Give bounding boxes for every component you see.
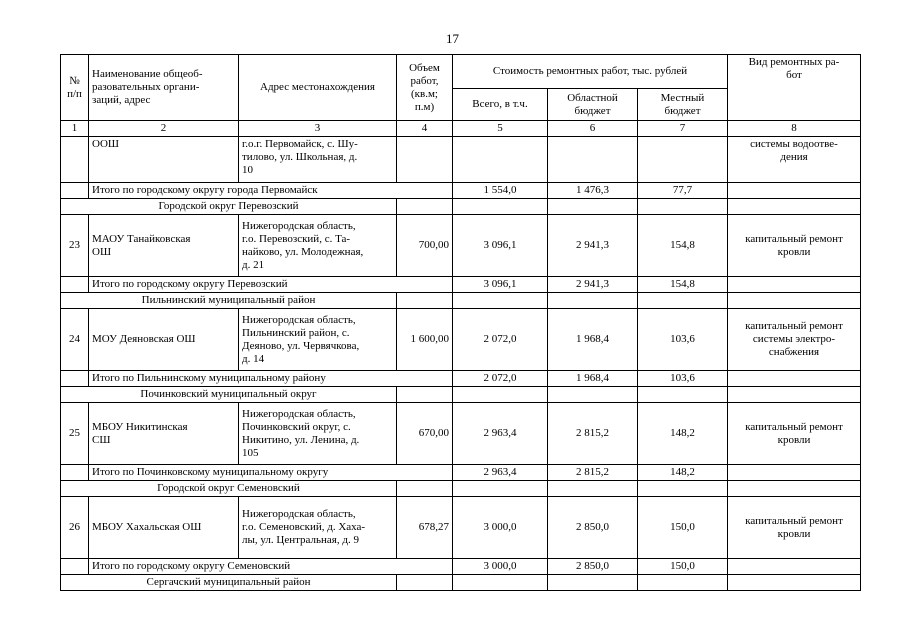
cost-local: 154,8 [638,215,728,277]
table-row [61,309,861,371]
subtotal-total: 1 554,0 [453,183,548,199]
cost-total: 2 963,4 [453,403,548,465]
row-number: 25 [61,403,89,465]
group-regional-cell [548,293,638,309]
subtotal-local: 150,0 [638,559,728,575]
group-local-cell [638,293,728,309]
group-total-cell [453,387,548,403]
table-row-oosh [61,137,861,183]
subtotal-local: 77,7 [638,183,728,199]
group-heading: Сергачский муниципальный район [61,575,397,591]
table-row [61,403,861,465]
header-regional: Областной бюджет [548,89,638,121]
group-heading-row [61,387,861,403]
group-heading: Починковский муниципальный округ [61,387,397,403]
repair-type: капитальный ремонт кровли [728,215,861,277]
school-address: Нижегородская область, Починковский округ, с. Никитино, ул. Ленина, д. 105 [239,403,397,465]
col-number-4: 4 [397,121,453,137]
cost-total: 3 096,1 [453,215,548,277]
subtotal-regional: 1 476,3 [548,183,638,199]
group-total-cell [453,481,548,497]
group-regional-cell [548,199,638,215]
repair-type: системы водоотве- дения [728,137,861,183]
school-address: Нижегородская область, г.о. Семеновский, д. Хаха- лы, ул. Центральная, д. 9 [239,497,397,559]
school-address: Нижегородская область, г.о. Перевозский, с. Та- найково, ул. Молодежная, д. 21 [239,215,397,277]
group-volume-cell [397,575,453,591]
subtotal-local: 154,8 [638,277,728,293]
group-type-cell [728,575,861,591]
group-local-cell [638,199,728,215]
group-volume-cell [397,481,453,497]
group-heading: Городской округ Перевозский [61,199,397,215]
subtotal-regional: 1 968,4 [548,371,638,387]
header-total: Всего, в т.ч. [453,89,548,121]
subtotal-type [728,465,861,481]
subtotal-label: Итого по городскому округу Перевозский [89,277,453,293]
cost-local: 103,6 [638,309,728,371]
repair-type: капитальный ремонт системы электро- снабжения [728,309,861,371]
subtotal-regional: 2 941,3 [548,277,638,293]
header-address: Адрес местонахождения [239,55,397,121]
subtotal-row [61,183,861,199]
subtotal-local: 103,6 [638,371,728,387]
total-cell [453,137,548,183]
subtotal-spacer [61,277,89,293]
group-heading-row [61,575,861,591]
header-name: Наименование общеоб- разовательных органи- заций, адрес [89,55,239,121]
page-number: 17 [446,31,459,46]
group-volume-cell [397,293,453,309]
work-volume: 678,27 [397,497,453,559]
group-heading-row [61,293,861,309]
group-local-cell [638,387,728,403]
group-regional-cell [548,575,638,591]
subtotal-total: 3 096,1 [453,277,548,293]
group-type-cell [728,199,861,215]
col-number-7: 7 [638,121,728,137]
subtotal-row [61,465,861,481]
group-heading: Пильнинский муниципальный район [61,293,397,309]
header-num: № п/п [61,55,89,121]
group-regional-cell [548,481,638,497]
subtotal-local: 148,2 [638,465,728,481]
col-number-5: 5 [453,121,548,137]
school-name: МАОУ Танайковская ОШ [89,215,239,277]
col-number-3: 3 [239,121,397,137]
group-total-cell [453,199,548,215]
group-local-cell [638,481,728,497]
row-number: 26 [61,497,89,559]
group-local-cell [638,575,728,591]
subtotal-type [728,559,861,575]
school-name: ООШ [89,137,239,183]
subtotal-regional: 2 815,2 [548,465,638,481]
header-local: Местный бюджет [638,89,728,121]
cost-regional: 2 815,2 [548,403,638,465]
cost-regional: 2 850,0 [548,497,638,559]
repair-cost-table [60,54,861,591]
subtotal-type [728,277,861,293]
subtotal-type [728,183,861,199]
cost-local: 148,2 [638,403,728,465]
regional-cell [548,137,638,183]
table-row [61,497,861,559]
group-type-cell [728,481,861,497]
group-heading-row [61,481,861,497]
subtotal-row [61,371,861,387]
cost-regional: 2 941,3 [548,215,638,277]
subtotal-row [61,277,861,293]
col-number-8: 8 [728,121,861,137]
subtotal-total: 2 072,0 [453,371,548,387]
local-cell [638,137,728,183]
group-type-cell [728,387,861,403]
header-row-1 [61,55,861,89]
repair-type: капитальный ремонт кровли [728,403,861,465]
group-heading-row [61,199,861,215]
subtotal-type [728,371,861,387]
row-number: 24 [61,309,89,371]
repair-type: капитальный ремонт кровли [728,497,861,559]
group-regional-cell [548,387,638,403]
subtotal-label: Итого по Починковскому муниципальному округу [89,465,453,481]
subtotal-total: 2 963,4 [453,465,548,481]
subtotal-spacer [61,183,89,199]
volume-cell [397,137,453,183]
header-cost: Стоимость ремонтных работ, тыс. рублей [453,55,728,89]
school-address: Нижегородская область, Пильнинский район, с. Деяново, ул. Червячкова, д. 14 [239,309,397,371]
num-cell [61,137,89,183]
cost-regional: 1 968,4 [548,309,638,371]
group-heading: Городской округ Семеновский [61,481,397,497]
subtotal-spacer [61,371,89,387]
group-volume-cell [397,387,453,403]
subtotal-spacer [61,465,89,481]
group-volume-cell [397,199,453,215]
school-name: МБОУ Никитинская СШ [89,403,239,465]
cost-total: 2 072,0 [453,309,548,371]
work-volume: 1 600,00 [397,309,453,371]
row-number: 23 [61,215,89,277]
cost-local: 150,0 [638,497,728,559]
header-volume: Объем работ, (кв.м; п.м) [397,55,453,121]
school-name: МОУ Деяновская ОШ [89,309,239,371]
column-number-row [61,121,861,137]
col-number-2: 2 [89,121,239,137]
group-total-cell [453,293,548,309]
group-total-cell [453,575,548,591]
table-row [61,215,861,277]
header-type: Вид ремонтных ра- бот [728,55,861,121]
work-volume: 670,00 [397,403,453,465]
subtotal-label: Итого по городскому округу Семеновский [89,559,453,575]
school-name: МБОУ Хахальская ОШ [89,497,239,559]
subtotal-total: 3 000,0 [453,559,548,575]
subtotal-row [61,559,861,575]
col-number-1: 1 [61,121,89,137]
school-address: г.о.г. Первомайск, с. Шу- тилово, ул. Школьная, д. 10 [239,137,397,183]
col-number-6: 6 [548,121,638,137]
cost-total: 3 000,0 [453,497,548,559]
subtotal-label: Итого по Пильнинскому муниципальному району [89,371,453,387]
subtotal-spacer [61,559,89,575]
subtotal-regional: 2 850,0 [548,559,638,575]
subtotal-label: Итого по городскому округу города Первомайск [89,183,453,199]
work-volume: 700,00 [397,215,453,277]
group-type-cell [728,293,861,309]
